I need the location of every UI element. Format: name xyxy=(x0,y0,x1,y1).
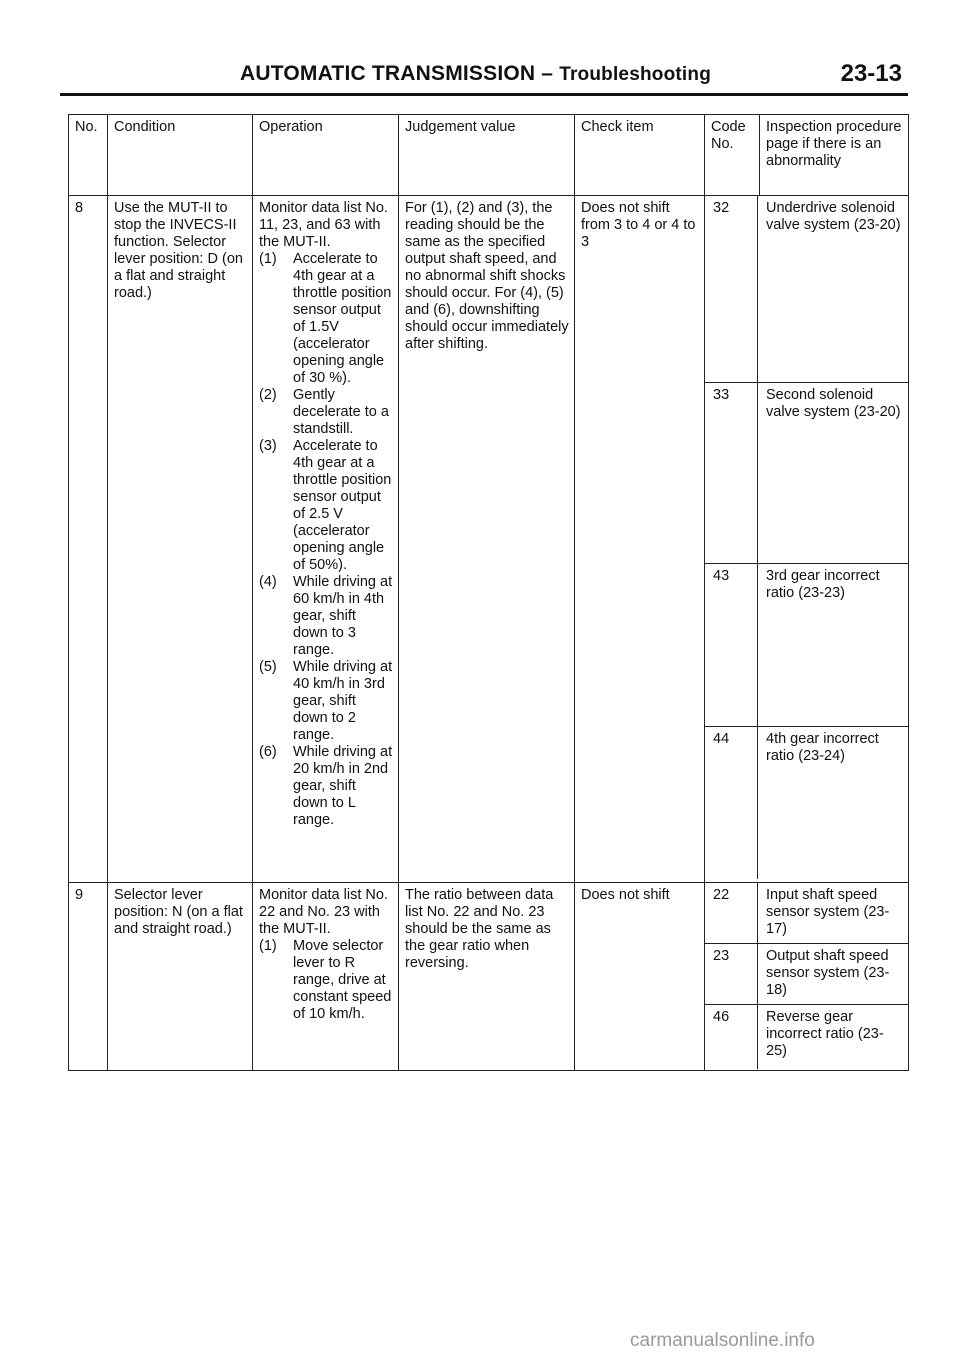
code-number: 22 xyxy=(705,883,758,943)
page-header xyxy=(60,58,908,92)
step-text: Accelerate to 4th gear at a throttle position sensor output of 1.5V (accelerator opening angle of 30 %). xyxy=(293,251,392,386)
condition-cell: Selector lever position: N (on a flat and straight road.) xyxy=(108,883,253,1071)
condition-cell: Use the MUT-II to stop the INVECS-II function. Selector lever position: D (on a flat and straight road.) xyxy=(108,196,253,883)
code-number: 44 xyxy=(705,727,758,879)
step-number: (6) xyxy=(259,744,277,760)
step-number: (2) xyxy=(259,387,277,403)
inspection-procedure: Underdrive solenoid valve system (23-20) xyxy=(766,200,901,233)
inspection-procedure: 4th gear incorrect ratio (23-24) xyxy=(766,731,879,764)
section-subtitle: Troubleshooting xyxy=(559,64,712,85)
col-header-code-no: Code No. xyxy=(705,115,760,196)
code-row xyxy=(705,883,908,944)
step-text: While driving at 40 km/h in 3rd gear, shift down to 2 range. xyxy=(293,659,393,743)
operation-step xyxy=(259,438,393,574)
code-row xyxy=(705,196,908,383)
operation-step xyxy=(259,744,393,829)
title-separator: – xyxy=(541,62,554,85)
col-header-judgement: Judgement value xyxy=(399,115,575,196)
step-number: (1) xyxy=(259,251,277,267)
code-row xyxy=(705,1005,908,1069)
step-number: (3) xyxy=(259,438,277,454)
code-inspection-cell xyxy=(705,196,909,883)
troubleshooting-table xyxy=(68,114,909,1071)
inspection-procedure: Second solenoid valve system (23-20) xyxy=(766,387,901,420)
code-row xyxy=(705,727,908,879)
code-number: 46 xyxy=(705,1005,758,1069)
operation-step xyxy=(259,251,393,387)
table-header-row xyxy=(69,115,909,196)
check-item-cell: Does not shift from 3 to 4 or 4 to 3 xyxy=(575,196,705,883)
check-item-cell: Does not shift xyxy=(575,883,705,1071)
step-text: Gently decelerate to a standstill. xyxy=(293,387,389,437)
code-row xyxy=(705,944,908,1005)
operation-step xyxy=(259,938,393,1023)
operation-step xyxy=(259,574,393,659)
step-number: (4) xyxy=(259,574,277,590)
operation-intro: Monitor data list No. 11, 23, and 63 with the MUT-II. xyxy=(259,200,388,250)
col-header-condition: Condition xyxy=(108,115,253,196)
code-number: 32 xyxy=(705,196,758,382)
step-text: Accelerate to 4th gear at a throttle position sensor output of 2.5 V (accelerator opening angle of 50%). xyxy=(293,438,392,573)
code-inspection-cell xyxy=(705,883,909,1071)
operation-cell xyxy=(253,196,399,883)
code-number: 23 xyxy=(705,944,758,1004)
page-number: 23-13 xyxy=(840,60,902,87)
code-row xyxy=(705,383,908,564)
inspection-procedure: 3rd gear incorrect ratio (23-23) xyxy=(766,568,880,601)
table-row xyxy=(69,883,909,1071)
col-header-check-item: Check item xyxy=(575,115,705,196)
table-row xyxy=(69,196,909,883)
judgement-cell: The ratio between data list No. 22 and No. 23 should be the same as the gear ratio when reversing. xyxy=(399,883,575,1071)
row-number: 8 xyxy=(69,196,108,883)
operation-step xyxy=(259,659,393,744)
step-number: (1) xyxy=(259,938,277,955)
inspection-procedure: Output shaft speed sensor system (23-18) xyxy=(766,948,890,999)
col-header-no: No. xyxy=(69,115,108,196)
code-number: 33 xyxy=(705,383,758,563)
step-text: While driving at 20 km/h in 2nd gear, shift down to L range. xyxy=(293,744,393,828)
watermark-text: carmanualsonline.info xyxy=(630,1330,815,1351)
operation-intro: Monitor data list No. 22 and No. 23 with the MUT-II. xyxy=(259,887,388,938)
step-text: While driving at 60 km/h in 4th gear, shift down to 3 range. xyxy=(293,574,393,658)
header-rule xyxy=(60,93,908,96)
inspection-procedure: Reverse gear incorrect ratio (23-25) xyxy=(766,1009,884,1060)
operation-step xyxy=(259,387,393,438)
step-text: Move selector lever to R range, drive at constant speed of 10 km/h. xyxy=(293,938,392,1023)
section-title-main: AUTOMATIC TRANSMISSION xyxy=(240,62,536,85)
section-title xyxy=(240,62,711,86)
col-header-inspection: Inspection procedure page if there is an abnormality xyxy=(760,115,909,196)
row-number: 9 xyxy=(69,883,108,1071)
judgement-cell: For (1), (2) and (3), the reading should be the same as the specified output shaft speed, and no abnormal shift shocks should occur. For (4), (5) and (6), downshifting should occur immediately after shifting. xyxy=(399,196,575,883)
code-row xyxy=(705,564,908,727)
inspection-procedure: Input shaft speed sensor system (23-17) xyxy=(766,887,890,938)
operation-cell xyxy=(253,883,399,1071)
step-number: (5) xyxy=(259,659,277,675)
code-number: 43 xyxy=(705,564,758,726)
col-header-operation: Operation xyxy=(253,115,399,196)
